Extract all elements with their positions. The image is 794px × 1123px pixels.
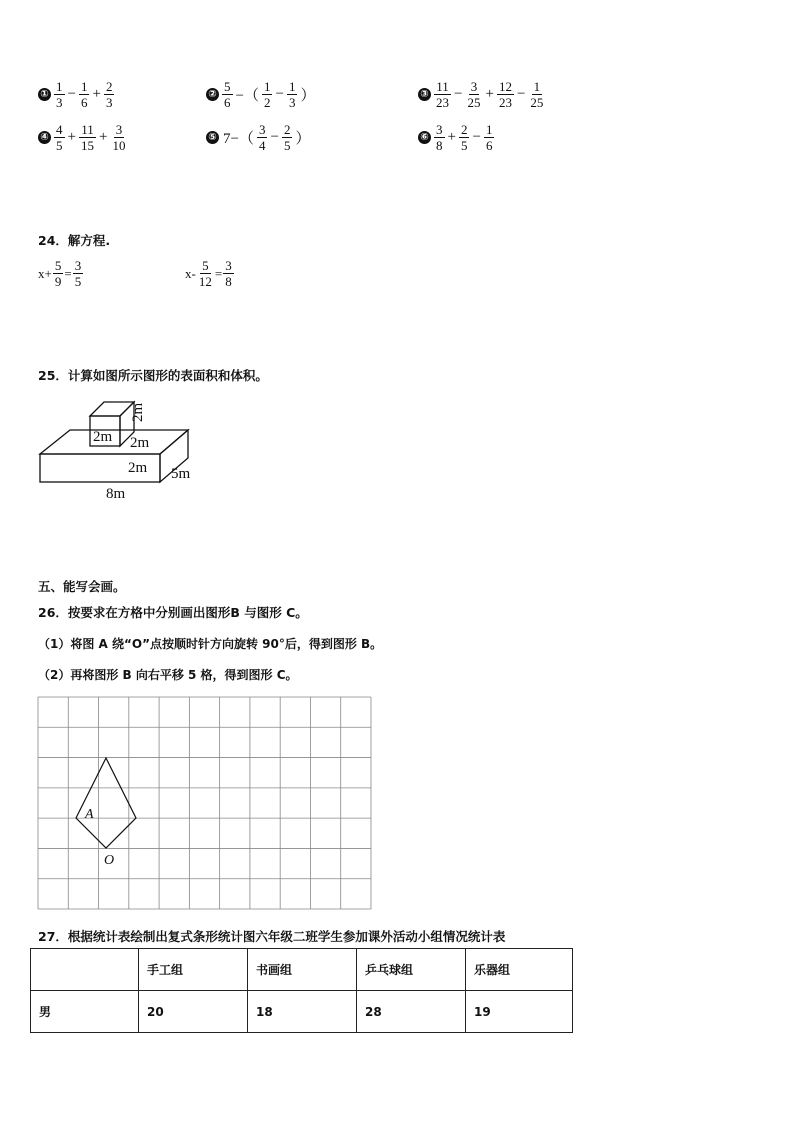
table-cell: 20 bbox=[139, 991, 248, 1033]
operator: ） bbox=[295, 131, 311, 147]
label-small-front: 2m bbox=[93, 429, 113, 445]
operator: + bbox=[447, 129, 456, 145]
solid-figure bbox=[34, 392, 204, 504]
operator: 7−（ bbox=[223, 131, 254, 147]
fraction: $\frac{5}{6}$ bbox=[224, 79, 231, 110]
fraction: $\frac{4}{5}$ bbox=[56, 122, 63, 153]
eq2-fraction-a: $\frac{5}{12}$ bbox=[198, 258, 212, 289]
eq2-prefix: x- bbox=[185, 265, 196, 281]
expression-number-badge: ⑤ bbox=[206, 131, 219, 144]
label-big-length: 8m bbox=[106, 486, 126, 502]
equation-2 bbox=[185, 258, 235, 289]
label-big-depth: 5m bbox=[171, 466, 191, 482]
table-header-cell bbox=[31, 949, 139, 991]
question-25-title: 25．计算如图所示图形的表面积和体积。 bbox=[38, 368, 268, 383]
table-cell: 18 bbox=[248, 991, 357, 1033]
table-header-row bbox=[31, 949, 573, 991]
label-top-depth: 2m bbox=[130, 435, 150, 451]
operator: + bbox=[98, 129, 108, 145]
stats-table bbox=[30, 948, 573, 1033]
expression-4 bbox=[38, 122, 128, 153]
expression-1 bbox=[38, 79, 115, 110]
fraction: $\frac{3}{10}$ bbox=[112, 122, 126, 153]
fraction: $\frac{2}{3}$ bbox=[105, 79, 113, 110]
eq1-prefix: x+ bbox=[38, 265, 52, 281]
operator: + bbox=[92, 86, 101, 102]
eq2-equals: = bbox=[214, 265, 223, 281]
operator: − bbox=[454, 86, 463, 102]
label-big-height: 2m bbox=[128, 460, 148, 476]
table-cell: 男 bbox=[31, 991, 139, 1033]
eq1-equals: = bbox=[64, 265, 72, 281]
equation-1 bbox=[38, 258, 84, 289]
drawing-grid bbox=[37, 696, 373, 912]
fraction: $\frac{1}{3}$ bbox=[56, 79, 63, 110]
expression-2 bbox=[206, 79, 317, 110]
operator: −（ bbox=[235, 88, 259, 104]
operator: − bbox=[516, 86, 526, 102]
operator: + bbox=[485, 86, 494, 102]
question-24-title: 24．解方程. bbox=[38, 233, 111, 248]
expression-3 bbox=[418, 79, 546, 110]
expression-number-badge: ① bbox=[38, 88, 51, 101]
expression-number-badge: ③ bbox=[418, 88, 431, 101]
question-26-step-1: （1）将图 A 绕“O”点按顺时针方向旋转 90°后，得到图形 B。 bbox=[38, 637, 383, 651]
fraction: $\frac{2}{5}$ bbox=[460, 122, 468, 153]
fraction: $\frac{1}{25}$ bbox=[530, 79, 544, 110]
question-26-title: 26．按要求在方格中分别画出图形B 与图形 C。 bbox=[38, 605, 308, 620]
table-header-cell: 书画组 bbox=[248, 949, 357, 991]
fraction: $\frac{1}{6}$ bbox=[485, 122, 493, 153]
point-o-label: O bbox=[104, 853, 115, 868]
operator: − bbox=[270, 129, 279, 145]
label-small-side: 2m bbox=[130, 402, 146, 422]
fraction: $\frac{3}{4}$ bbox=[258, 122, 266, 153]
fraction: $\frac{3}{8}$ bbox=[436, 122, 443, 153]
question-27-title: 27．根据统计表绘制出复式条形统计图六年级二班学生参加课外活动小组情况统计表 bbox=[38, 929, 506, 944]
operator: − bbox=[472, 129, 481, 145]
question-26-step-2: （2）再将图形 B 向右平移 5 格，得到图形 C。 bbox=[38, 668, 298, 682]
fraction: $\frac{12}{23}$ bbox=[498, 79, 512, 110]
section-5-heading: 五、能写会画。 bbox=[38, 579, 126, 594]
fraction: $\frac{1}{6}$ bbox=[80, 79, 88, 110]
operator: − bbox=[67, 86, 76, 102]
operator: + bbox=[67, 129, 76, 145]
table-header-cell: 手工组 bbox=[139, 949, 248, 991]
operator: ） bbox=[300, 88, 316, 104]
eq2-fraction-b: $\frac{3}{8}$ bbox=[225, 258, 232, 289]
table-header-cell: 乒乓球组 bbox=[357, 949, 466, 991]
fraction: $\frac{1}{3}$ bbox=[288, 79, 296, 110]
fraction: $\frac{11}{23}$ bbox=[436, 79, 449, 110]
fraction: $\frac{11}{15}$ bbox=[80, 122, 94, 153]
expression-number-badge: ④ bbox=[38, 131, 51, 144]
expression-number-badge: ⑥ bbox=[418, 131, 431, 144]
shape-a-label: A bbox=[85, 807, 94, 822]
expression-5 bbox=[206, 122, 312, 153]
expression-number-badge: ② bbox=[206, 88, 219, 101]
eq1-fraction-b: $\frac{3}{5}$ bbox=[74, 258, 82, 289]
table-row bbox=[31, 991, 573, 1033]
fraction: $\frac{2}{5}$ bbox=[283, 122, 291, 153]
expression-6 bbox=[418, 122, 495, 153]
fraction: $\frac{3}{25}$ bbox=[467, 79, 481, 110]
table-cell: 28 bbox=[357, 991, 466, 1033]
table-cell: 19 bbox=[466, 991, 573, 1033]
operator: − bbox=[275, 86, 284, 102]
fraction: $\frac{1}{2}$ bbox=[263, 79, 271, 110]
table-header-cell: 乐器组 bbox=[466, 949, 573, 991]
eq1-fraction-a: $\frac{5}{9}$ bbox=[54, 258, 62, 289]
shape-a bbox=[76, 758, 136, 848]
